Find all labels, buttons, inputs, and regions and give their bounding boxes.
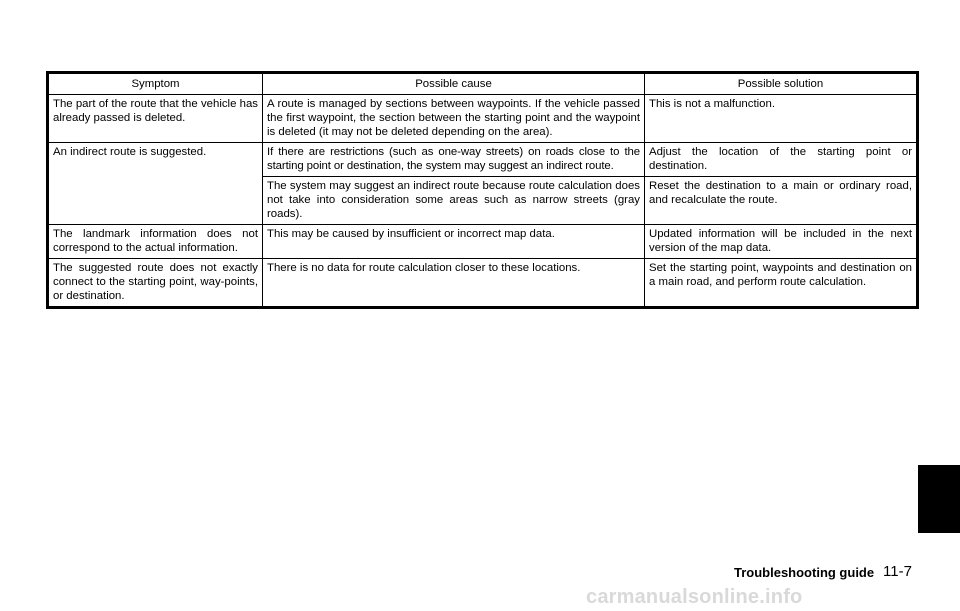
solution-cell: Adjust the location of the starting point or destination.: [645, 143, 918, 177]
cause-cell: The system may suggest an indirect route because route calculation does not take into consideration some areas such as narrow streets (gray roads).: [263, 177, 645, 225]
header-symptom: Symptom: [48, 73, 263, 95]
symptom-cell: An indirect route is suggested.: [48, 143, 263, 225]
cause-cell: If there are restrictions (such as one-way streets) on roads close to the starting point or destination, the system may suggest an indirect route.: [263, 143, 645, 177]
cause-cell: There is no data for route calculation closer to these locations.: [263, 259, 645, 308]
troubleshooting-table-container: [46, 71, 916, 309]
table-row: [48, 259, 918, 308]
table-row: [48, 143, 918, 177]
table-row: [48, 95, 918, 143]
symptom-cell: The part of the route that the vehicle has already passed is deleted.: [48, 95, 263, 143]
table-header-row: [48, 73, 918, 95]
solution-cell: This is not a malfunction.: [645, 95, 918, 143]
watermark-text: carmanualsonline.info: [586, 586, 803, 608]
solution-cell: Reset the destination to a main or ordinary road, and recalculate the route.: [645, 177, 918, 225]
header-possible-cause: Possible cause: [263, 73, 645, 95]
cause-cell: A route is managed by sections between waypoints. If the vehicle passed the first waypoint, the section between the starting point and the waypoint is deleted (it may not be deleted depending on the area).: [263, 95, 645, 143]
page-number: 11-7: [883, 563, 912, 580]
symptom-cell: The landmark information does not correspond to the actual information.: [48, 225, 263, 259]
solution-cell: Updated information will be included in the next version of the map data.: [645, 225, 918, 259]
table-row: [48, 225, 918, 259]
footer-section-title: Troubleshooting guide: [734, 565, 875, 580]
section-tab-marker: [918, 465, 960, 533]
solution-cell: Set the starting point, waypoints and destination on a main road, and perform route calculation.: [645, 259, 918, 308]
cause-cell: This may be caused by insufficient or incorrect map data.: [263, 225, 645, 259]
header-possible-solution: Possible solution: [645, 73, 918, 95]
troubleshooting-table: [46, 71, 919, 309]
symptom-cell: The suggested route does not exactly connect to the starting point, way-points, or destination.: [48, 259, 263, 308]
